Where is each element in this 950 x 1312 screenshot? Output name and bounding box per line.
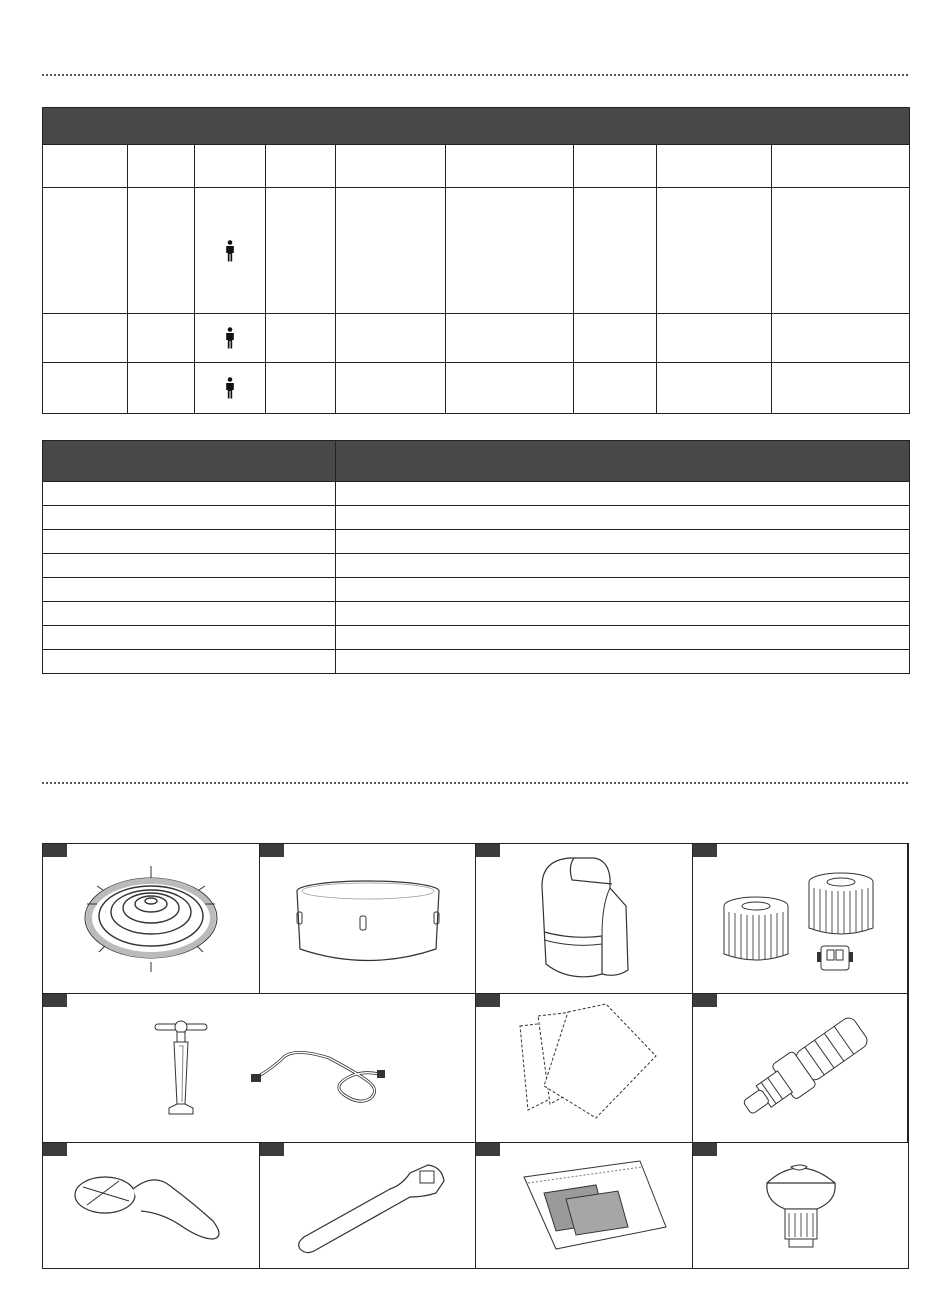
section-divider-top xyxy=(42,74,908,76)
spec-cell xyxy=(336,314,446,363)
pump-unit-icon xyxy=(476,844,693,994)
part-ground-cloth xyxy=(43,844,260,994)
person-icon xyxy=(225,327,235,349)
spec-cell xyxy=(43,314,128,363)
feature-header-right xyxy=(336,441,910,482)
part-pump-unit xyxy=(476,844,693,994)
feature-name xyxy=(43,554,336,578)
ground-cloth-icon xyxy=(43,844,260,994)
spec-column-header xyxy=(574,145,657,188)
spec-cell xyxy=(128,363,195,414)
spec-cell xyxy=(657,314,772,363)
spec-column-header xyxy=(446,145,574,188)
spec-cell-occupancy xyxy=(195,314,266,363)
spec-cell xyxy=(266,363,336,414)
spec-column-header xyxy=(195,145,266,188)
feature-name xyxy=(43,626,336,650)
spec-column-header xyxy=(657,145,772,188)
spec-cell xyxy=(772,188,910,314)
feature-value xyxy=(336,530,910,554)
spec-cell xyxy=(574,363,657,414)
spec-cell xyxy=(446,188,574,314)
features-table xyxy=(42,440,910,674)
spec-cell xyxy=(574,314,657,363)
feature-name xyxy=(43,578,336,602)
spec-cell xyxy=(772,314,910,363)
specifications-table xyxy=(42,107,910,414)
feature-value xyxy=(336,650,910,674)
feature-name xyxy=(43,482,336,506)
feature-name xyxy=(43,650,336,674)
part-wrench xyxy=(260,1143,476,1269)
filter-cartridges-icon xyxy=(693,844,908,994)
spec-cell xyxy=(266,188,336,314)
part-chemical-floater xyxy=(693,1143,908,1269)
spec-cell xyxy=(128,314,195,363)
part-filter-cartridges xyxy=(693,844,908,994)
feature-value xyxy=(336,602,910,626)
part-filter-tool xyxy=(43,1143,260,1269)
spec-column-header xyxy=(128,145,195,188)
spec-cell xyxy=(574,188,657,314)
spec-cell xyxy=(446,314,574,363)
feature-header-left xyxy=(43,441,336,482)
feature-value xyxy=(336,626,910,650)
spec-cell-occupancy xyxy=(195,363,266,414)
feature-row xyxy=(43,602,910,626)
spec-column-header xyxy=(266,145,336,188)
feature-row xyxy=(43,482,910,506)
spec-cell xyxy=(266,314,336,363)
spec-cell xyxy=(446,363,574,414)
section-divider-parts xyxy=(42,782,908,784)
feature-row xyxy=(43,650,910,674)
inflation-pump-hose-icon xyxy=(43,994,476,1143)
filter-tool-icon xyxy=(43,1143,260,1269)
part-floor-protectors xyxy=(476,994,693,1143)
spec-cell xyxy=(43,363,128,414)
feature-name xyxy=(43,506,336,530)
spec-row xyxy=(43,188,910,314)
spec-row xyxy=(43,314,910,363)
feature-row xyxy=(43,554,910,578)
repair-patch-icon xyxy=(476,1143,693,1269)
part-repair-patch xyxy=(476,1143,693,1269)
person-icon xyxy=(225,377,235,399)
spec-cell xyxy=(128,188,195,314)
part-inflation-pump-hose xyxy=(43,994,476,1143)
chemical-floater-icon xyxy=(693,1143,908,1269)
feature-value xyxy=(336,554,910,578)
feature-value xyxy=(336,482,910,506)
spec-cell xyxy=(336,188,446,314)
wrench-icon xyxy=(260,1143,476,1269)
spec-cell xyxy=(772,363,910,414)
feature-row xyxy=(43,626,910,650)
feature-value xyxy=(336,578,910,602)
spec-table-header xyxy=(43,108,910,145)
spec-column-header xyxy=(43,145,128,188)
feature-name xyxy=(43,602,336,626)
person-icon xyxy=(225,240,235,262)
spec-row xyxy=(43,363,910,414)
feature-name xyxy=(43,530,336,554)
feature-value xyxy=(336,506,910,530)
feature-row xyxy=(43,578,910,602)
spec-cell xyxy=(336,363,446,414)
spec-column-header xyxy=(336,145,446,188)
floor-protectors-icon xyxy=(476,994,693,1143)
spec-column-header xyxy=(772,145,910,188)
part-spa-tub xyxy=(260,844,476,994)
spec-cell xyxy=(657,188,772,314)
spa-tub-icon xyxy=(260,844,476,994)
part-drain-adapter xyxy=(693,994,908,1143)
parts-grid xyxy=(42,843,909,1269)
spec-cell-occupancy xyxy=(195,188,266,314)
spec-cell xyxy=(43,188,128,314)
feature-row xyxy=(43,506,910,530)
spec-cell xyxy=(657,363,772,414)
feature-row xyxy=(43,530,910,554)
drain-adapter-icon xyxy=(693,994,908,1143)
